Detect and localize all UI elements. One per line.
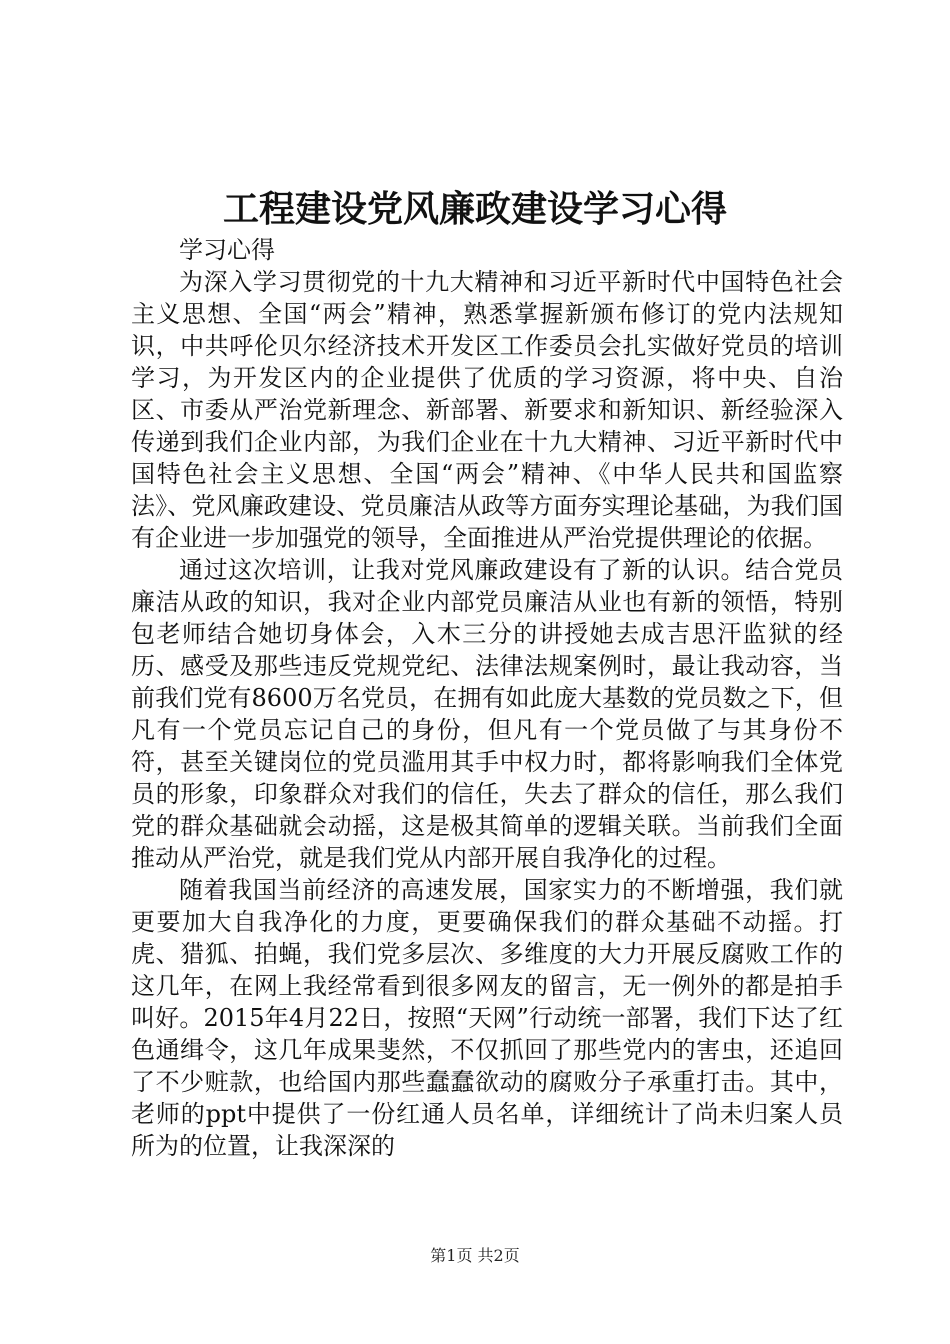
document-title: 工程建设党风廉政建设学习心得 <box>222 188 727 230</box>
paragraph-3: 随着我国当前经济的高速发展，国家实力的不断增强，我们就更要加大自我净化的力度，更要确保我们的群众基础不动摇。打虎、猎狐、拍蝇，我们党多层次、多维度的大力开展反腐败工作的这几年，在网上我经常看到很多网友的留言，无一例外的都是拍手叫好。2015年4月22日，按照“天网”行动统一部署，我们下达了红色通缉令，这几年成果斐然，不仅抓回了那些党内的害虫，还追回了不少赃款，也给国内那些蠢蠢欲动的腐败分子承重打击。其中，老师的ppt中提供了一份红通人员名单，详细统计了尚未归案人员所为的位置，让我深深的 <box>131 876 843 1160</box>
page-number-footer: 第1页 共2页 <box>430 1246 520 1265</box>
document-body <box>131 234 843 1162</box>
paragraph-2: 通过这次培训，让我对党风廉政建设有了新的认识。结合党员廉洁从政的知识，我对企业内部党员廉洁从业也有新的领悟，特别包老师结合她切身体会，入木三分的讲授她去成吉思汗监狱的经历、感受及那些违反党规党纪、法律法规案例时，最让我动容，当前我们党有8600万名党员，在拥有如此庞大基数的党员数之下，但凡有一个党员忘记自己的身份，但凡有一个党员做了与其身份不符，甚至关键岗位的党员滥用其手中权力时，都将影响我们全体党员的形象，印象群众对我们的信任，失去了群众的信任，那么我们党的群众基础就会动摇，这是极其简单的逻辑关联。当前我们全面推动从严治党，就是我们党从内部开展自我净化的过程。 <box>131 556 843 872</box>
paragraph-1: 为深入学习贯彻党的十九大精神和习近平新时代中国特色社会主义思想、全国“两会”精神，熟悉掌握新颁布修订的党内法规知识，中共呼伦贝尔经济技术开发区工作委员会扎实做好党员的培训学习，为开发区内的企业提供了优质的学习资源，将中央、自治区、市委从严治党新理念、新部署、新要求和新知识、新经验深入传递到我们企业内部，为我们企业在十九大精神、习近平新时代中国特色社会主义思想、全国“两会”精神、《中华人民共和国监察法》、党风廉政建设、党员廉洁从政等方面夯实理论基础，为我们国有企业进一步加强党的领导，全面推进从严治党提供理论的依据。 <box>131 268 843 552</box>
section-label: 学习心得 <box>179 236 275 264</box>
